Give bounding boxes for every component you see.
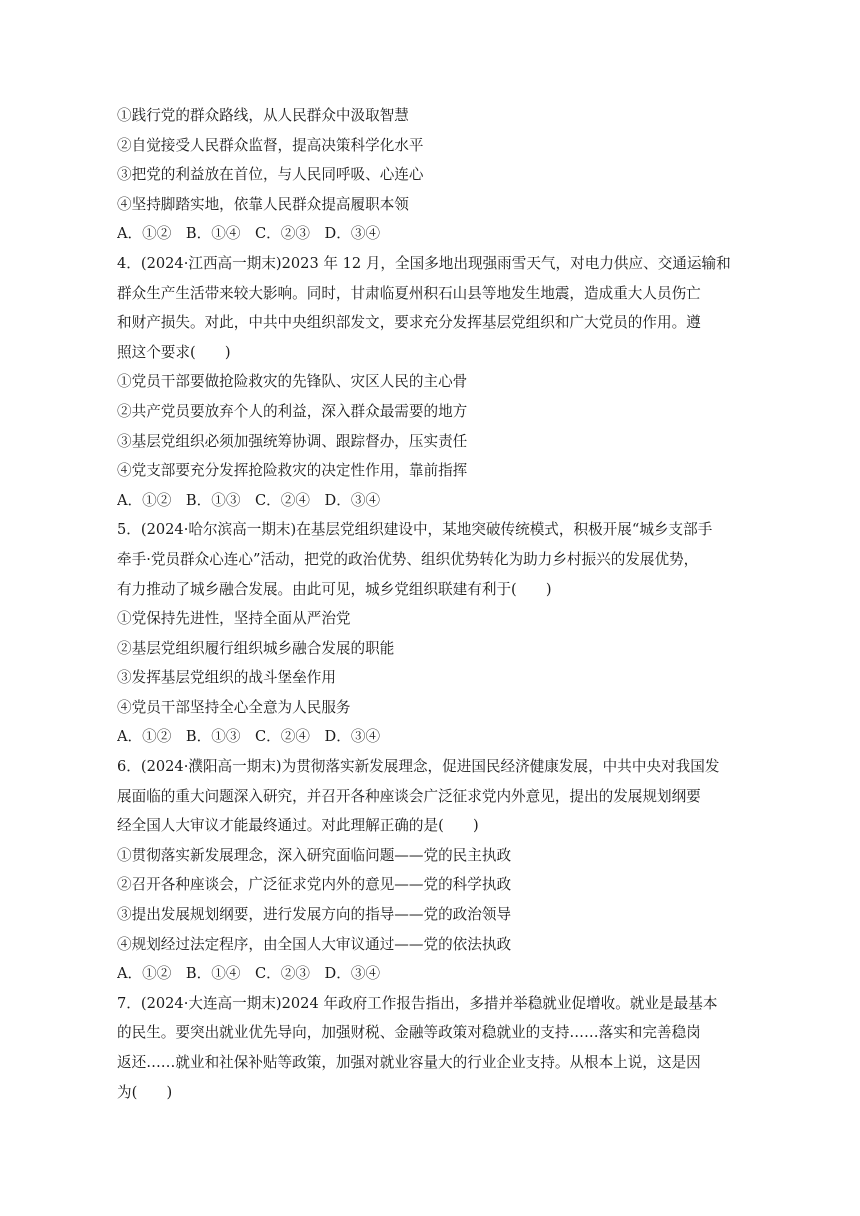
q5-stem-line: 5．(2024·哈尔滨高一期末)在基层党组织建设中，某地突破传统模式，积极开展“城乡支部手 <box>117 521 713 539</box>
q5-option-4: ④党员干部坚持全心全意为人民服务 <box>117 698 351 716</box>
q7-stem-line: 7．(2024·大连高一期末)2024 年政府工作报告指出，多措并举稳就业促增收。就业是最基本 <box>117 994 718 1012</box>
q4-stem-line: 照这个要求( ) <box>117 343 231 361</box>
question-6 <box>117 752 742 989</box>
q5-stem-line: 牵手·党员群众心连心”活动，把党的政治优势、组织优势转化为助力乡村振兴的发展优势， <box>117 550 699 568</box>
q3-option-4: ④坚持脚踏实地，依靠人民群众提高履职本领 <box>117 195 409 213</box>
q7-stem <box>117 989 742 1107</box>
q7-stem-line: 返还……就业和社保补贴等政策，加强对就业容量大的行业企业支持。从根本上说，这是因 <box>117 1054 701 1071</box>
q6-option-4: ④规划经过法定程序，由全国人大审议通过——党的依法执政 <box>117 935 512 953</box>
q6-option-1: ①贯彻落实新发展理念，深入研究面临问题——党的民主执政 <box>117 846 512 864</box>
q5-option-3: ③发挥基层党组织的战斗堡垒作用 <box>117 669 336 687</box>
q4-option-1: ①党员干部要做抢险救灾的先锋队、灾区人民的主心骨 <box>117 373 468 391</box>
q7-stem-line: 的民生。要突出就业优先导向，加强财税、金融等政策对稳就业的支持……落实和完善稳岗 <box>117 1024 701 1042</box>
q4-answer-choices: A．①② B．①③ C．②④ D．③④ <box>117 491 381 509</box>
q5-stem-line: 有力推动了城乡融合发展。由此可见，城乡党组织联建有利于( ) <box>117 580 552 598</box>
q5-option-2: ②基层党组织履行组织城乡融合发展的职能 <box>117 639 395 657</box>
q3-option-3: ③把党的利益放在首位，与人民同呼吸、心连心 <box>117 166 424 184</box>
question-5 <box>117 515 742 752</box>
q6-stem <box>117 752 742 841</box>
q4-option-2: ②共产党员要放弃个人的利益，深入群众最需要的地方 <box>117 402 468 420</box>
q5-answer-choices: A．①② B．①③ C．②④ D．③④ <box>117 728 381 746</box>
q4-option-3: ③基层党组织必须加强统筹协调、跟踪督办，压实责任 <box>117 432 468 450</box>
q6-answer-choices: A．①② B．①④ C．②③ D．③④ <box>117 965 381 983</box>
q4-stem-line: 和财产损失。对此，中共中央组织部发文，要求充分发挥基层党组织和广大党员的作用。遵 <box>117 314 701 332</box>
question-7 <box>117 989 742 1107</box>
q3-option-1: ①践行党的群众路线，从人民群众中汲取智慧 <box>117 107 409 124</box>
q6-stem-line: 6．(2024·濮阳高一期末)为贯彻落实新发展理念，促进国民经济健康发展，中共中央对我国发 <box>117 758 720 776</box>
question-3-options <box>117 101 742 249</box>
question-4 <box>117 249 742 515</box>
q5-stem <box>117 515 742 604</box>
q3-option-2: ②自觉接受人民群众监督，提高决策科学化水平 <box>117 136 424 154</box>
q4-stem-line: 群众生产生活带来较大影响。同时，甘肃临夏州积石山县等地发生地震，造成重大人员伤亡 <box>117 284 701 302</box>
q5-option-1: ①党保持先进性，坚持全面从严治党 <box>117 610 351 628</box>
q4-option-4: ④党支部要充分发挥抢险救灾的决定性作用，靠前指挥 <box>117 462 468 480</box>
q7-stem-line: 为( ) <box>117 1083 173 1101</box>
q6-option-2: ②召开各种座谈会，广泛征求党内外的意见——党的科学执政 <box>117 876 512 894</box>
q6-stem-line: 展面临的重大问题深入研究，并召开各种座谈会广泛征求党内外意见，提出的发展规划纲要 <box>117 787 701 805</box>
q6-stem-line: 经全国人大审议才能最终通过。对此理解正确的是( ) <box>117 817 479 835</box>
q4-stem <box>117 249 742 367</box>
document-page <box>117 101 742 1107</box>
q4-stem-line: 4．(2024·江西高一期末)2023 年 12 月，全国多地出现强雨雪天气，对电力供应、交通运输和 <box>117 254 731 272</box>
q3-answer-choices: A．①② B．①④ C．②③ D．③④ <box>117 225 381 243</box>
q6-option-3: ③提出发展规划纲要，进行发展方向的指导——党的政治领导 <box>117 906 512 924</box>
